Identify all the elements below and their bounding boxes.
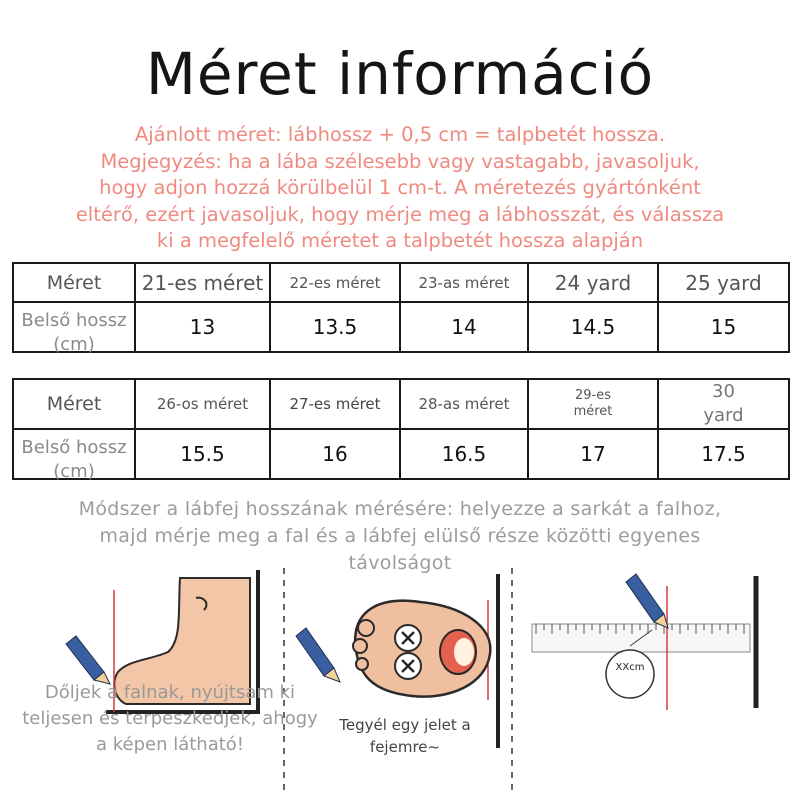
note-line: Megjegyzés: ha a lába szélesebb vagy vastagabb, javasoljuk,	[100, 149, 700, 173]
size-cell: 21-es méret	[135, 263, 270, 302]
method-line: távolságot	[348, 552, 452, 574]
size-cell: 27-es méret	[270, 379, 400, 429]
size-cell: 23-as méret	[400, 263, 528, 302]
pencil-icon	[296, 628, 340, 682]
size-cell: 28-as méret	[400, 379, 528, 429]
length-cell: 17	[528, 429, 658, 479]
size-cell-text: 29-es méret	[573, 388, 613, 419]
size-cell: 25 yard	[658, 263, 789, 302]
size-header-label: Méret	[13, 379, 135, 429]
size-table-2	[12, 378, 790, 480]
note-line: eltérő, ezért javasoljuk, hogy mérje meg a lábhosszát, és válassza	[75, 202, 725, 226]
step1-caption: Dőljek a falnak, nyújtsam ki teljesen és terpeszkedjek, ahogy a képen látható!	[22, 682, 318, 755]
page-title: Méret információ	[145, 40, 655, 108]
length-cell: 16	[270, 429, 400, 479]
note-line: hogy adjon hozzá körülbelül 1 cm-t. A méretezés gyártónként	[99, 176, 701, 199]
inner-length-label: Belső hossz (cm)	[21, 310, 127, 355]
length-cell: 15	[658, 302, 789, 352]
note-line: Ajánlott méret: lábhossz + 0,5 cm = talpbetét hossza.	[134, 123, 666, 146]
method-line: Módszer a lábfej hosszának mérésére: helyezze a sarkát a falhoz,	[78, 498, 722, 520]
length-cell: 14.5	[528, 302, 658, 352]
length-cell: 16.5	[400, 429, 528, 479]
length-cell: 13	[135, 302, 270, 352]
pencil-icon	[66, 636, 110, 684]
size-header-label: Méret	[13, 263, 135, 302]
length-cell: 15.5	[135, 429, 270, 479]
measurement-readout: XXcm	[615, 662, 645, 673]
pencil-icon	[626, 574, 668, 628]
size-cell: 24 yard	[528, 263, 658, 302]
size-cell: 22-es méret	[270, 263, 400, 302]
size-recommendation-note	[40, 122, 760, 255]
size-cell	[658, 379, 789, 429]
step2-caption: Tegyél egy jelet a fejemre~	[339, 716, 471, 756]
length-cell: 14	[400, 302, 528, 352]
size-table-1	[12, 262, 790, 353]
size-cell-text: 30 yard	[703, 381, 744, 426]
size-cell	[528, 379, 658, 429]
size-cell: 26-os méret	[135, 379, 270, 429]
ruler-measurement-illustration	[532, 574, 756, 710]
note-line: ki a megfelelő méretet a talpbetét hossza alapján	[156, 229, 644, 252]
inner-length-label: Belső hossz (cm)	[21, 437, 127, 482]
method-line: majd mérje meg a fal és a lábfej elülső része közötti egyenes	[99, 525, 701, 547]
length-cell: 13.5	[270, 302, 400, 352]
length-cell: 17.5	[658, 429, 789, 479]
